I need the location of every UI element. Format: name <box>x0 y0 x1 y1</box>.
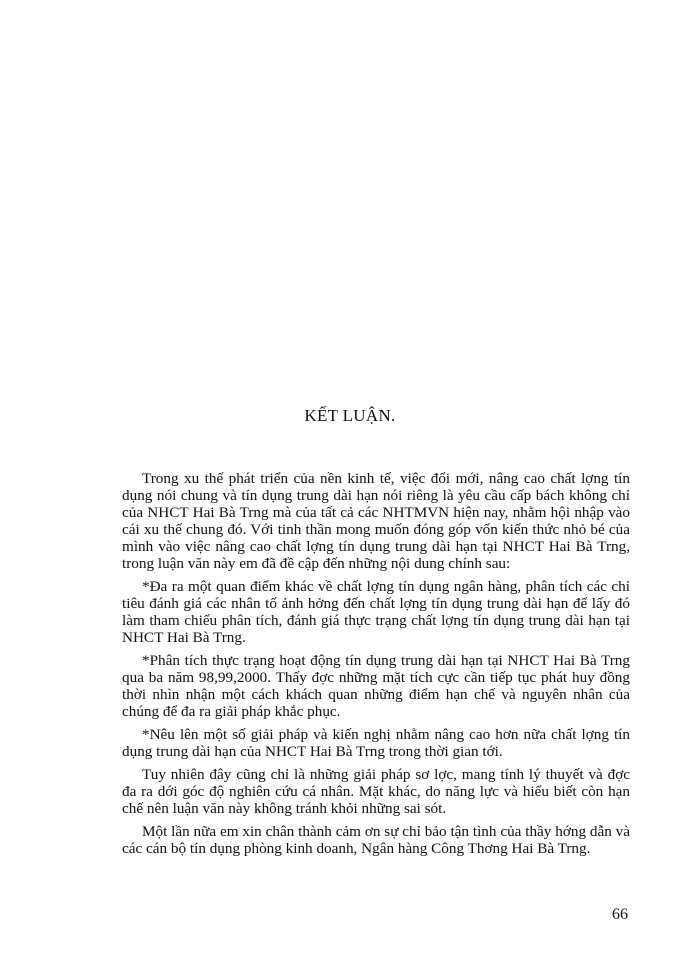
paragraph-thanks: Một lần nữa em xin chân thành cảm ơn sự chỉ bảo tận tình của thầy hớng dẫn và các cán bộ tín dụng phòng kinh doanh, Ngân hàng Công Thơng Hai Bà Trng. <box>122 823 630 857</box>
paragraph-point-2: *Phân tích thực trạng hoạt động tín dụng trung dài hạn tại NHCT Hai Bà Trng qua ba năm 98,99,2000. Thấy đợc những mặt tích cực cần tiếp tục phát huy đồng thời nhìn nhận một cách khách quan những điểm hạn chế và nguyên nhân của chúng để đa ra giải pháp khắc phục. <box>122 652 630 720</box>
paragraph-point-3: *Nêu lên một số giải pháp và kiến nghị nhằm nâng cao hơn nữa chất lợng tín dụng trung dài hạn của NHCT Hai Bà Trng trong thời gian tới. <box>122 726 630 760</box>
paragraph-limitations: Tuy nhiên đây cũng chỉ là những giải pháp sơ lợc, mang tính lý thuyết và đợc đa ra dới góc độ nghiên cứu cá nhân. Mặt khác, do năng lực và hiểu biết còn hạn chế nên luận văn này không tránh khỏi những sai sót. <box>122 766 630 817</box>
paragraph-intro: Trong xu thế phát triển của nền kinh tế, việc đổi mới, nâng cao chất lợng tín dụng nói chung và tín dụng trung dài hạn nói riêng là yêu cầu cấp bách không chỉ của NHCT Hai Bà Trng mà của tất cả các NHTMVN hiện nay, nhằm hội nhập vào cái xu thế chung đó. Với tinh thần mong muốn đóng góp vốn kiến thức nhỏ bé của mình vào việc nâng cao chất lợng tín dụng trung dài hạn tại NHCT Hai Bà Trng, trong luận văn này em đã đề cập đến những nội dung chính sau: <box>122 470 630 572</box>
conclusion-heading: KẾT LUẬN. <box>304 406 396 425</box>
paragraph-point-1: *Đa ra một quan điểm khác về chất lợng tín dụng ngân hàng, phân tích các chỉ tiêu đánh giá các nhân tố ảnh hởng đến chất lợng tín dụng trung dài hạn để lấy đó làm tham chiếu phân tích, đánh giá thực trạng chất lợng tín dụng trung dài hạn tại NHCT Hai Bà Trng. <box>122 578 630 646</box>
conclusion-body <box>122 470 630 863</box>
page-number: 66 <box>612 906 628 923</box>
